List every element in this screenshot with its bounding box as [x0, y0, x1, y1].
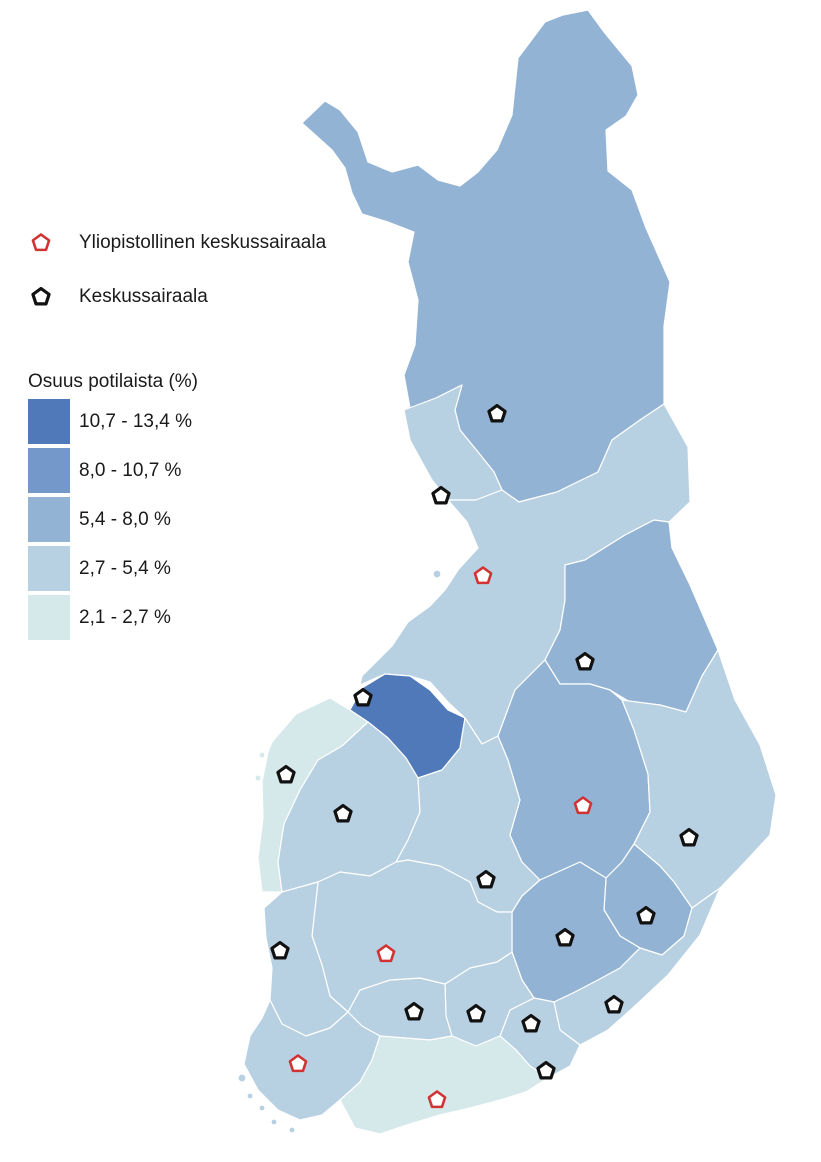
legend-class-2 [28, 448, 198, 493]
legend-class-label: 2,1 - 2,7 % [79, 606, 171, 628]
central-hospital-marker [638, 908, 654, 923]
legend-swatch [28, 497, 70, 542]
island [433, 570, 441, 578]
island [271, 1119, 277, 1125]
legend-class-3 [28, 497, 198, 542]
choropleth-legend [28, 371, 198, 644]
legend-central-hospital [28, 282, 388, 312]
island [259, 1105, 265, 1111]
central-hospital-marker [681, 830, 697, 845]
island [255, 775, 261, 781]
central-hospital-marker [406, 1004, 422, 1019]
island [238, 1074, 246, 1082]
island [247, 1093, 253, 1099]
marker-legend [28, 228, 388, 336]
choropleth-legend-title: Osuus potilaista (%) [28, 371, 199, 392]
central-hospital-marker [335, 806, 351, 821]
legend-central-hospital-label: Keskussairaala [79, 286, 208, 307]
legend-university-hospital-label: Yliopistollinen keskussairaala [79, 232, 327, 253]
central-hospital-marker [523, 1016, 539, 1031]
legend-swatch [28, 399, 70, 444]
central-hospital-marker [538, 1063, 554, 1078]
legend-class-5 [28, 595, 198, 640]
central-hospital-marker [355, 690, 371, 705]
central-hospital-marker [468, 1006, 484, 1021]
central-hospital-marker [489, 406, 505, 421]
legend-swatch [28, 546, 70, 591]
central-hospital-marker [272, 943, 288, 958]
central-hospital-marker [557, 930, 573, 945]
central-hospital-marker [478, 872, 494, 887]
central-hospital-marker [577, 654, 593, 669]
legend-class-label: 5,4 - 8,0 % [79, 508, 171, 530]
legend-swatch [28, 448, 70, 493]
legend-class-label: 8,0 - 10,7 % [79, 459, 182, 481]
island [259, 752, 265, 758]
central-hospital-marker [278, 767, 294, 782]
legend-class-label: 10,7 - 13,4 % [79, 410, 193, 432]
legend-class-4 [28, 546, 198, 591]
central-hospital-marker [606, 997, 622, 1012]
legend-university-hospital [28, 228, 388, 258]
legend-swatch [28, 595, 70, 640]
central-hospital-icon [28, 284, 54, 310]
university-hospital-icon [28, 230, 54, 256]
island [289, 1127, 295, 1133]
central-hospital-marker [433, 488, 449, 503]
legend-class-label: 2,7 - 5,4 % [79, 557, 171, 579]
legend-class-1 [28, 399, 198, 444]
